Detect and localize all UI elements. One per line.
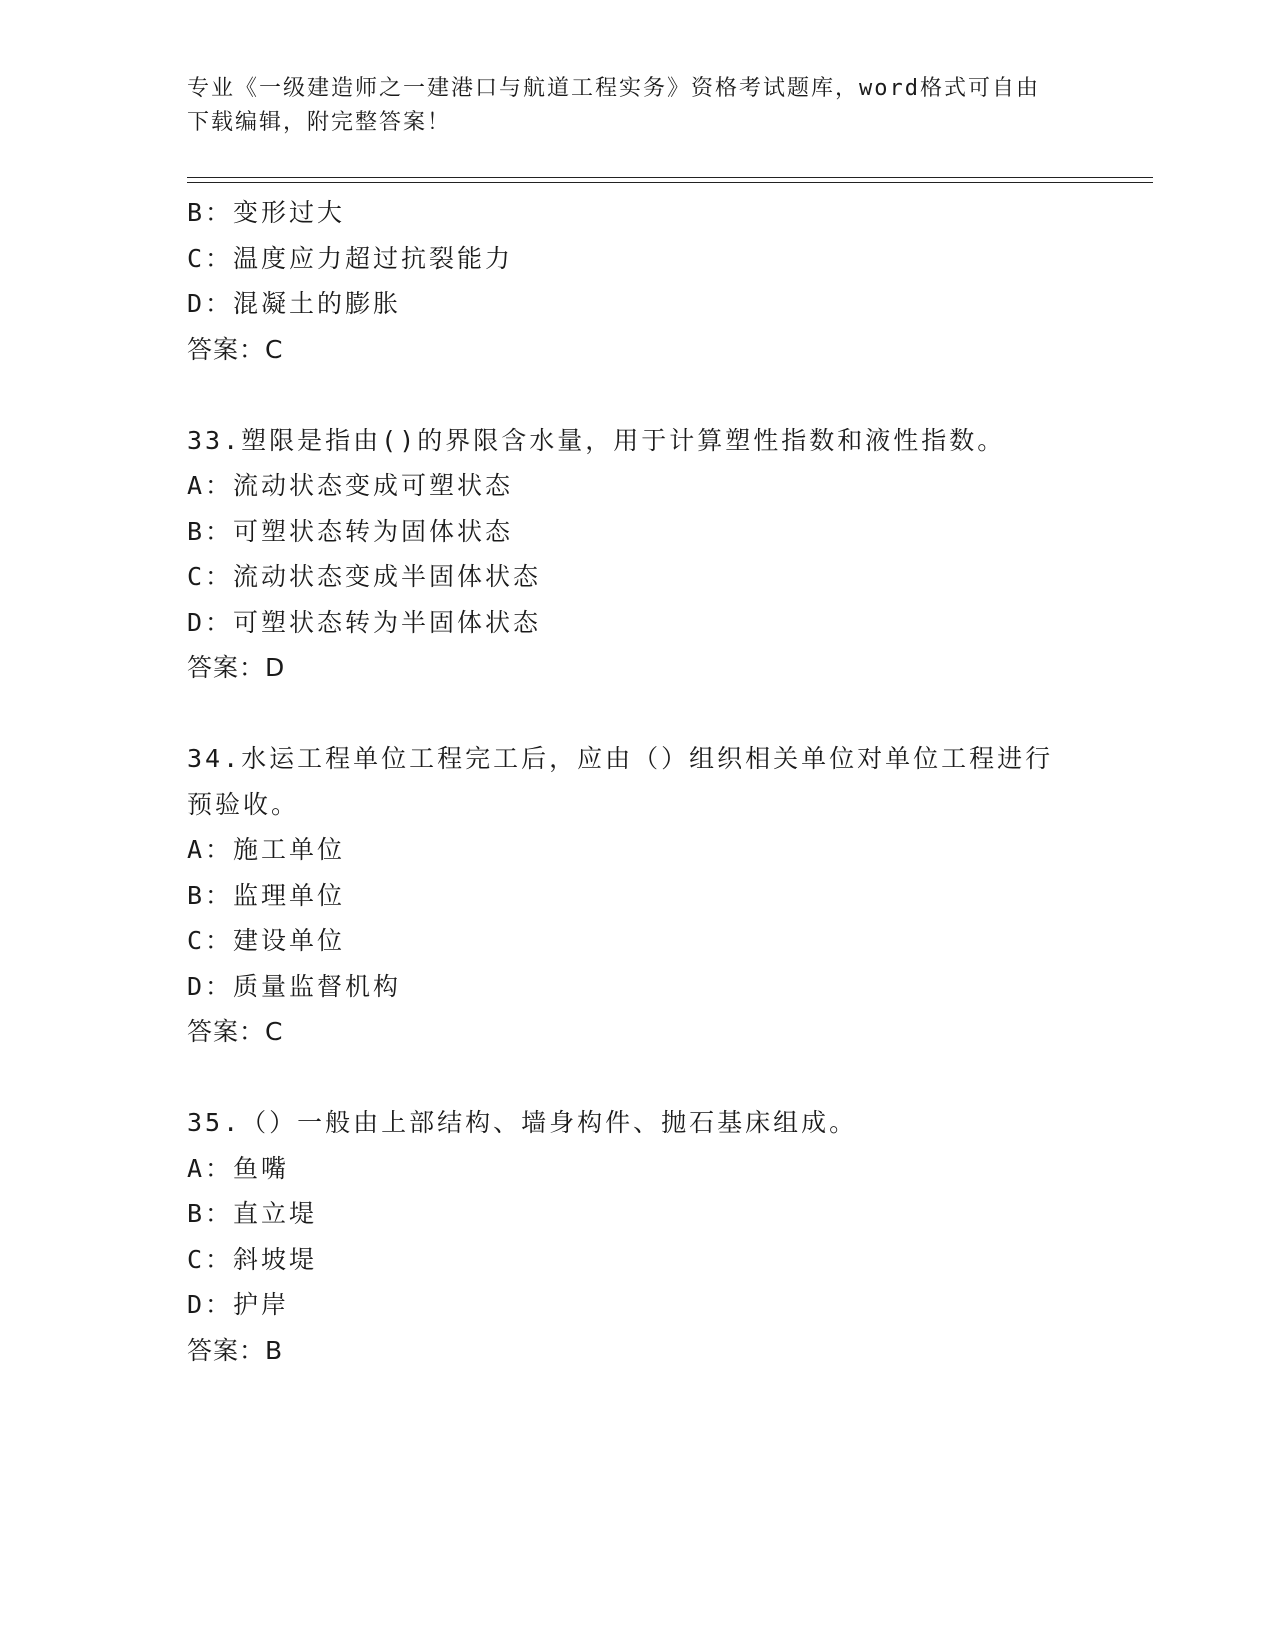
question-list [187,190,1087,1373]
answer: 答案：C [187,1017,284,1046]
answer: 答案：D [187,653,286,682]
option-a: A：施工单位 [187,835,346,864]
document-header [187,72,1087,140]
question-text-line-2: 预验收。 [187,789,300,819]
spacer [187,1055,1087,1101]
question-34 [187,736,1087,1055]
option-b: B：可塑状态转为固体状态 [187,516,514,546]
header-line-2: 下载编辑，附完整答案！ [187,110,452,135]
header-rule-top [187,177,1153,178]
option-b: B：变形过大 [187,198,346,227]
option-b: B：直立堤 [187,1199,318,1228]
spacer [187,691,1087,737]
option-d: D：质量监督机构 [187,971,402,1001]
option-d: D：混凝土的膨胀 [187,289,402,318]
question-text-line-1: 34.水运工程单位工程完工后，应由（）组织相关单位对单位工程进行 [187,744,1054,773]
option-d: D：护岸 [187,1290,290,1319]
option-c: C：建设单位 [187,926,346,955]
question-33 [187,418,1087,691]
option-b: B：监理单位 [187,880,346,910]
question-text: 33.塑限是指由()的界限含水量，用于计算塑性指数和液性指数。 [187,425,1006,455]
header-rule-bottom [187,182,1153,183]
question-35 [187,1100,1087,1373]
option-d: D：可塑状态转为半固体状态 [187,607,542,637]
header-line-1: 专业《一级建造师之一建港口与航道工程实务》资格考试题库，word格式可自由 [187,76,1040,101]
question-32 [187,190,1087,372]
option-c: C：温度应力超过抗裂能力 [187,243,514,273]
answer: 答案：B [187,1335,284,1365]
option-c: C：斜坡堤 [187,1244,318,1274]
question-text: 35.（）一般由上部结构、墙身构件、抛石基床组成。 [187,1108,858,1137]
option-c: C：流动状态变成半固体状态 [187,562,542,591]
option-a: A：鱼嘴 [187,1153,290,1183]
option-a: A：流动状态变成可塑状态 [187,471,514,500]
spacer [187,372,1087,418]
answer: 答案：C [187,334,284,364]
